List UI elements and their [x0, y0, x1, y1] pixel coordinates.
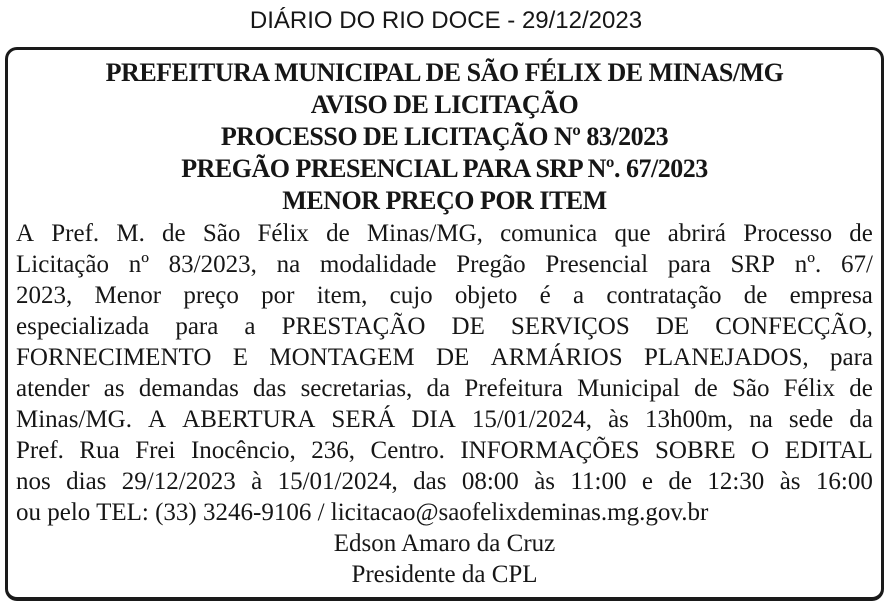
heading-line-1: PREFEITURA MUNICIPAL DE SÃO FÉLIX DE MINAS/MG	[105, 58, 784, 87]
body-line-6: atender as demandas das secretarias, da Prefeitura Municipal de São Félix de	[16, 375, 873, 402]
notice-body	[16, 218, 873, 528]
notice-headings	[16, 57, 873, 217]
body-line-2: Licitação nº 83/2023, na modalidade Pregão Presencial para SRP nº. 67/	[16, 251, 873, 278]
body-line-7: Minas/MG. A ABERTURA SERÁ DIA 15/01/2024, às 13h00m, na sede da	[16, 406, 873, 433]
body-line-4: especializada para a PRESTAÇÃO DE SERVIÇOS DE CONFECÇÃO,	[16, 313, 873, 340]
heading-line-5: MENOR PREÇO POR ITEM	[282, 186, 607, 215]
signature-name: Edson Amaro da Cruz	[333, 530, 556, 557]
masthead-title: DIÁRIO DO RIO DOCE - 29/12/2023	[249, 7, 643, 34]
heading-line-2: AVISO DE LICITAÇÃO	[310, 90, 579, 119]
body-line-8: Pref. Rua Frei Inocêncio, 236, Centro. INFORMAÇÕES SOBRE O EDITAL	[16, 437, 873, 464]
heading-line-4: PREGÃO PRESENCIAL PARA SRP Nº. 67/2023	[181, 154, 708, 183]
signature-role: Presidente da CPL	[351, 561, 538, 588]
body-line-5: FORNECIMENTO E MONTAGEM DE ARMÁRIOS PLANEJADOS, para	[16, 344, 873, 371]
notice-box	[5, 47, 884, 601]
heading-line-3: PROCESSO DE LICITAÇÃO Nº 83/2023	[220, 122, 669, 151]
body-line-10: ou pelo TEL: (33) 3246-9106 / licitacao@saofelixdeminas.mg.gov.br	[16, 499, 709, 526]
body-line-1: A Pref. M. de São Félix de Minas/MG, comunica que abrirá Processo de	[16, 220, 873, 247]
body-line-9: nos dias 29/12/2023 à 15/01/2024, das 08:00 às 11:00 e de 12:30 às 16:00	[16, 468, 873, 495]
body-line-3: 2023, Menor preço por item, cujo objeto é a contratação de empresa	[16, 282, 873, 309]
